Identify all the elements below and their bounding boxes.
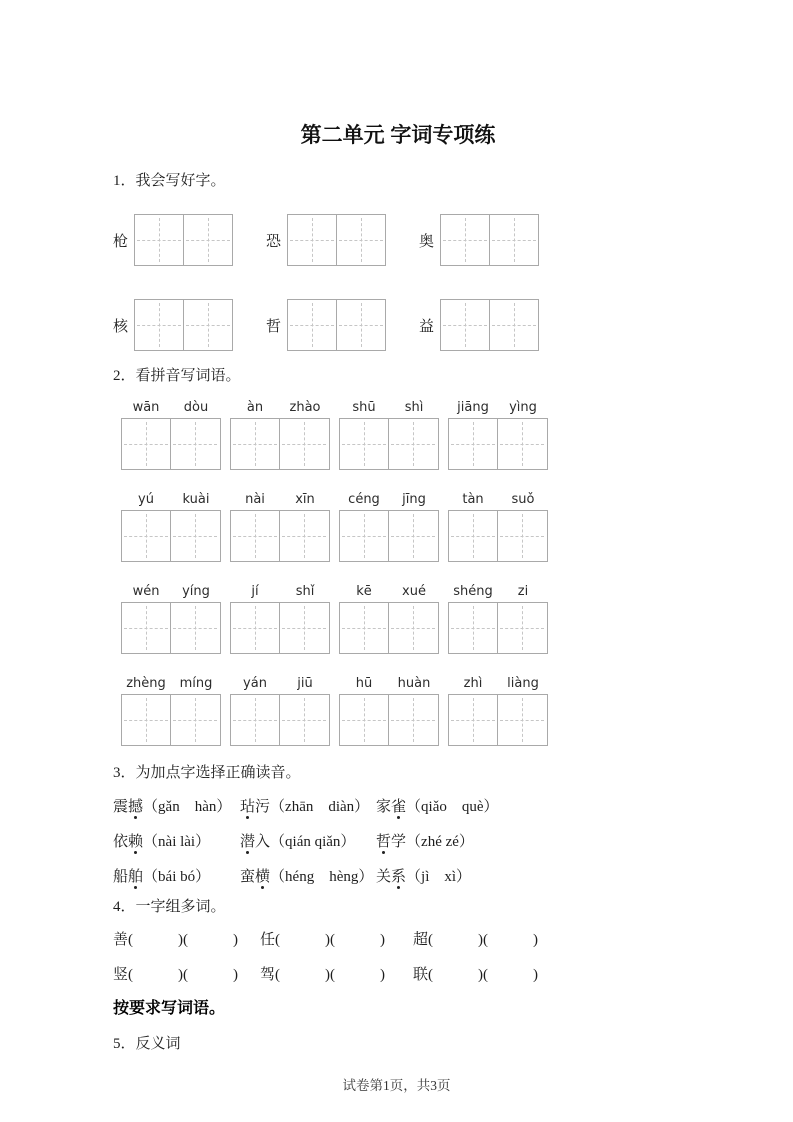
- word-prefix: 震: [113, 799, 129, 815]
- pinyin-labels: [230, 584, 330, 600]
- tianzi-writing-grid: [121, 694, 221, 746]
- character-prompt: 哲: [266, 318, 282, 335]
- tianzi-writing-grid: [339, 602, 439, 654]
- tianzi-writing-grid: [448, 694, 548, 746]
- tianzi-cell: [498, 695, 546, 745]
- pronunciation-options: （héng hèng）: [270, 869, 374, 885]
- base-character: 联: [413, 967, 429, 983]
- word-building-item: [260, 965, 413, 985]
- tianzi-writing-grid: [339, 510, 439, 562]
- word-prefix: 关: [376, 869, 392, 885]
- tianzi-cell: [231, 511, 280, 561]
- pinyin-syllable: kuài: [182, 492, 210, 507]
- tianzi-cell: [498, 603, 546, 653]
- dotted-character: 系: [391, 869, 407, 885]
- pinyin-labels: [230, 492, 330, 508]
- blank-parentheses: ( )( ): [128, 932, 238, 948]
- pinyin-syllable: wān: [132, 400, 160, 415]
- pinyin-labels: [448, 492, 548, 508]
- tianzi-cell: [135, 215, 184, 265]
- blank-parentheses: ( )( ): [428, 932, 538, 948]
- tianzi-writing-grid: [134, 214, 233, 266]
- pinyin-labels: [448, 400, 548, 416]
- pinyin-grid-row: [121, 584, 683, 654]
- pinyin-syllable: xué: [402, 584, 426, 599]
- tianzi-writing-grid: [287, 299, 386, 351]
- tianzi-cell: [389, 695, 437, 745]
- pinyin-syllable: kē: [356, 584, 372, 599]
- pinyin-word-block: [121, 676, 221, 746]
- pinyin-grid-row: [121, 492, 683, 562]
- pinyin-labels: [339, 676, 439, 692]
- tianzi-cell: [122, 695, 171, 745]
- tianzi-cell: [449, 511, 498, 561]
- tianzi-writing-grid: [134, 299, 233, 351]
- section4-heading: 4．一字组多词。: [113, 899, 226, 915]
- tianzi-cell: [340, 603, 389, 653]
- tianzi-writing-grid: [230, 602, 330, 654]
- pronunciation-item: [113, 797, 240, 817]
- tianzi-writing-grid: [121, 510, 221, 562]
- tianzi-cell: [340, 511, 389, 561]
- pinyin-grid-row: [121, 676, 683, 746]
- tianzi-cell: [280, 511, 328, 561]
- section1-heading: 1．我会写好字。: [113, 173, 226, 189]
- tianzi-writing-grid: [287, 214, 386, 266]
- pinyin-syllable: suǒ: [511, 492, 535, 507]
- tianzi-writing-grid: [448, 602, 548, 654]
- pinyin-syllable: liàng: [507, 676, 539, 691]
- word-prefix: 蛮: [240, 869, 256, 885]
- word-suffix: 入: [255, 834, 271, 850]
- write-words-intro: 按要求写词语。: [113, 1000, 226, 1017]
- pinyin-labels: [339, 584, 439, 600]
- dotted-character: 玷: [240, 799, 256, 815]
- pinyin-word-block: [448, 400, 548, 470]
- tianzi-cell: [171, 603, 219, 653]
- pinyin-word-block: [230, 400, 330, 470]
- tianzi-writing-grid: [339, 418, 439, 470]
- pronunciation-options: （qián qiǎn）: [270, 834, 356, 850]
- tianzi-writing-grid: [121, 602, 221, 654]
- pinyin-syllable: yìng: [509, 400, 537, 415]
- page-number-footer: 试卷第1页，共3页: [342, 1078, 451, 1093]
- tianzi-cell: [280, 695, 328, 745]
- pinyin-labels: [339, 400, 439, 416]
- pronunciation-item: [113, 867, 240, 887]
- word-building-item: [260, 930, 413, 950]
- pinyin-labels: [339, 492, 439, 508]
- tianzi-writing-grid: [448, 418, 548, 470]
- base-character: 任: [260, 932, 276, 948]
- pinyin-labels: [121, 676, 221, 692]
- pronunciation-item: [376, 867, 683, 887]
- character-prompt: 益: [419, 318, 435, 335]
- tianzi-cell: [184, 215, 232, 265]
- tianzi-cell: [441, 215, 490, 265]
- pinyin-syllable: shì: [404, 400, 424, 415]
- pinyin-syllable: jīng: [402, 492, 426, 507]
- pinyin-word-block: [339, 492, 439, 562]
- pinyin-word-block: [230, 676, 330, 746]
- character-prompt: 恐: [266, 233, 282, 250]
- pinyin-syllable: nài: [245, 492, 265, 507]
- pinyin-labels: [230, 676, 330, 692]
- page-title: 第二单元 字词专项练: [300, 124, 496, 147]
- tianzi-writing-grid: [230, 694, 330, 746]
- pronunciation-options: （bái bó）: [143, 869, 211, 885]
- tianzi-cell: [280, 419, 328, 469]
- tianzi-cell: [337, 215, 385, 265]
- word-suffix: 学: [391, 834, 407, 850]
- writing-block: [419, 299, 539, 351]
- pronunciation-options: （zhé zé）: [406, 834, 474, 850]
- writing-block: [266, 299, 386, 351]
- pinyin-word-block: [121, 400, 221, 470]
- tianzi-writing-grid: [440, 214, 539, 266]
- dotted-character: 撼: [128, 799, 144, 815]
- pinyin-syllable: shū: [352, 400, 376, 415]
- pinyin-word-block: [448, 492, 548, 562]
- pinyin-syllable: àn: [246, 400, 264, 415]
- pronunciation-options: （zhān diàn）: [270, 799, 370, 815]
- pinyin-syllable: yú: [138, 492, 154, 507]
- section5-heading: 5．反义词: [113, 1036, 181, 1052]
- pinyin-syllable: míng: [179, 676, 213, 691]
- writing-block: [113, 299, 233, 351]
- pronunciation-options: （gǎn hàn）: [143, 799, 232, 815]
- word-building-item: [113, 965, 260, 985]
- pronunciation-row: [113, 797, 683, 817]
- pinyin-word-block: [339, 676, 439, 746]
- tianzi-cell: [490, 300, 538, 350]
- section3-heading: 3．为加点字选择正确读音。: [113, 765, 301, 781]
- tianzi-writing-grid: [230, 418, 330, 470]
- dotted-character: 舶: [128, 869, 144, 885]
- writing-block: [419, 214, 539, 266]
- pinyin-syllable: wén: [132, 584, 160, 599]
- tianzi-cell: [122, 511, 171, 561]
- pinyin-syllable: zi: [517, 584, 529, 599]
- pinyin-syllable: shǐ: [295, 584, 315, 599]
- pinyin-labels: [230, 400, 330, 416]
- dotted-character: 横: [255, 869, 271, 885]
- pinyin-word-block: [339, 400, 439, 470]
- word-suffix: 污: [255, 799, 271, 815]
- pronunciation-row: [113, 867, 683, 887]
- word-prefix: 船: [113, 869, 129, 885]
- tianzi-writing-grid: [121, 418, 221, 470]
- tianzi-cell: [231, 419, 280, 469]
- pinyin-syllable: xīn: [295, 492, 315, 507]
- tianzi-cell: [171, 511, 219, 561]
- tianzi-writing-grid: [440, 299, 539, 351]
- tianzi-cell: [135, 300, 184, 350]
- tianzi-cell: [498, 419, 546, 469]
- pinyin-syllable: zhèng: [126, 676, 166, 691]
- tianzi-cell: [171, 695, 219, 745]
- section2-heading: 2．看拼音写词语。: [113, 368, 241, 384]
- blank-parentheses: ( )( ): [128, 967, 238, 983]
- pinyin-word-block: [121, 492, 221, 562]
- tianzi-writing-grid: [230, 510, 330, 562]
- dotted-character: 雀: [391, 799, 407, 815]
- pronunciation-item: [113, 832, 240, 852]
- tianzi-writing-grid: [448, 510, 548, 562]
- pinyin-syllable: jí: [251, 584, 259, 599]
- tianzi-cell: [498, 511, 546, 561]
- tianzi-cell: [231, 603, 280, 653]
- pinyin-syllable: huàn: [397, 676, 431, 691]
- tianzi-cell: [449, 419, 498, 469]
- pinyin-syllable: yíng: [182, 584, 210, 599]
- tianzi-writing-grid: [339, 694, 439, 746]
- pinyin-word-block: [230, 492, 330, 562]
- pronunciation-item: [376, 832, 683, 852]
- base-character: 竖: [113, 967, 129, 983]
- section2-pinyin-grids: [113, 400, 683, 746]
- pinyin-syllable: hū: [355, 676, 373, 691]
- pinyin-syllable: tàn: [462, 492, 484, 507]
- pinyin-labels: [448, 676, 548, 692]
- word-building-row: [113, 930, 683, 950]
- tianzi-cell: [389, 511, 437, 561]
- tianzi-cell: [280, 603, 328, 653]
- tianzi-cell: [337, 300, 385, 350]
- tianzi-cell: [340, 695, 389, 745]
- tianzi-cell: [288, 300, 337, 350]
- section1-writing-grids: [113, 214, 683, 351]
- writing-grid-row: [113, 299, 683, 351]
- word-building-item: [413, 930, 683, 950]
- word-building-item: [113, 930, 260, 950]
- tianzi-cell: [122, 419, 171, 469]
- tianzi-cell: [441, 300, 490, 350]
- section4-word-building: [113, 930, 683, 985]
- pronunciation-row: [113, 832, 683, 852]
- base-character: 超: [413, 932, 429, 948]
- tianzi-cell: [449, 695, 498, 745]
- tianzi-cell: [449, 603, 498, 653]
- pinyin-labels: [121, 584, 221, 600]
- pinyin-syllable: dòu: [183, 400, 209, 415]
- pinyin-labels: [121, 400, 221, 416]
- pronunciation-options: （qiǎo què）: [406, 799, 499, 815]
- pinyin-word-block: [230, 584, 330, 654]
- pinyin-syllable: zhào: [289, 400, 321, 415]
- dotted-character: 赖: [128, 834, 144, 850]
- word-prefix: 依: [113, 834, 129, 850]
- writing-grid-row: [113, 214, 683, 266]
- section3-pronunciation-choices: [113, 797, 683, 887]
- pinyin-word-block: [121, 584, 221, 654]
- pinyin-syllable: zhì: [463, 676, 483, 691]
- pinyin-word-block: [448, 584, 548, 654]
- pronunciation-options: （jì xì）: [406, 869, 472, 885]
- dotted-character: 潜: [240, 834, 256, 850]
- tianzi-cell: [389, 419, 437, 469]
- tianzi-cell: [122, 603, 171, 653]
- pinyin-syllable: jiāng: [457, 400, 489, 415]
- tianzi-cell: [490, 215, 538, 265]
- pinyin-syllable: yán: [243, 676, 267, 691]
- base-character: 善: [113, 932, 129, 948]
- pinyin-labels: [448, 584, 548, 600]
- blank-parentheses: ( )( ): [275, 932, 385, 948]
- pinyin-word-block: [448, 676, 548, 746]
- blank-parentheses: ( )( ): [428, 967, 538, 983]
- tianzi-cell: [184, 300, 232, 350]
- pinyin-grid-row: [121, 400, 683, 470]
- writing-block: [113, 214, 233, 266]
- tianzi-cell: [389, 603, 437, 653]
- base-character: 驾: [260, 967, 276, 983]
- pinyin-syllable: shéng: [453, 584, 493, 599]
- tianzi-cell: [171, 419, 219, 469]
- pronunciation-item: [240, 867, 376, 887]
- character-prompt: 核: [113, 318, 129, 335]
- character-prompt: 奥: [419, 233, 435, 250]
- pinyin-word-block: [339, 584, 439, 654]
- tianzi-cell: [288, 215, 337, 265]
- pinyin-syllable: céng: [348, 492, 380, 507]
- pinyin-syllable: jiū: [297, 676, 313, 691]
- pronunciation-options: （nài lài）: [143, 834, 211, 850]
- writing-block: [266, 214, 386, 266]
- tianzi-cell: [231, 695, 280, 745]
- character-prompt: 枪: [113, 233, 129, 250]
- word-prefix: 家: [376, 799, 392, 815]
- pronunciation-item: [376, 797, 683, 817]
- word-building-row: [113, 965, 683, 985]
- tianzi-cell: [340, 419, 389, 469]
- word-building-item: [413, 965, 683, 985]
- pinyin-labels: [121, 492, 221, 508]
- pronunciation-item: [240, 797, 376, 817]
- blank-parentheses: ( )( ): [275, 967, 385, 983]
- dotted-character: 哲: [376, 834, 392, 850]
- pronunciation-item: [240, 832, 376, 852]
